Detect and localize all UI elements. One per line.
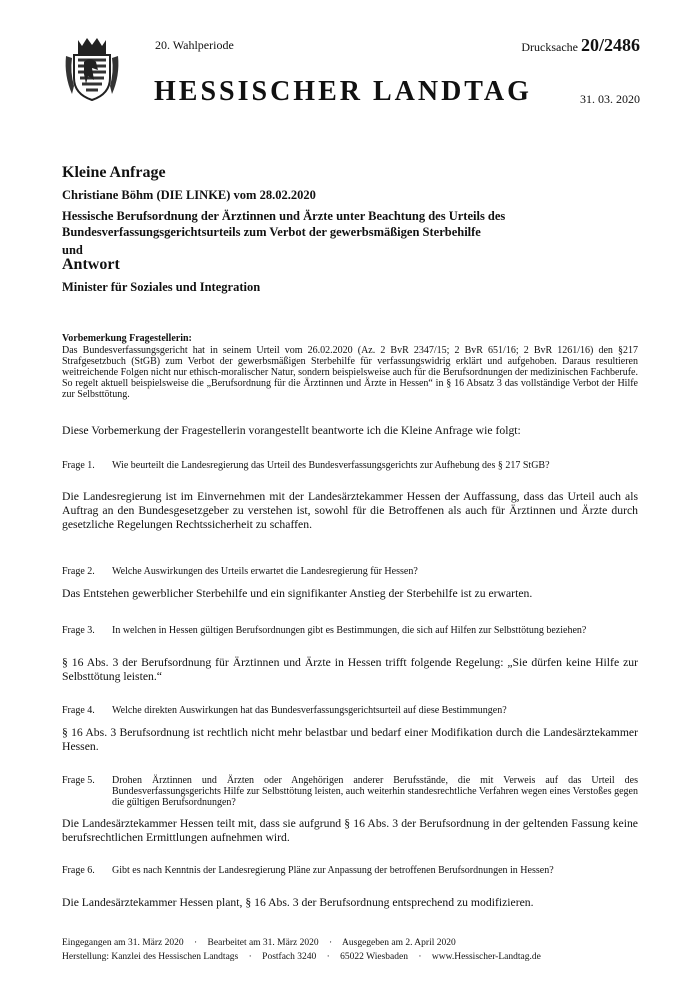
question-1 [62,460,638,471]
question-text: Drohen Ärztinnen und Ärzten oder Angehörigen anderer Berufsstände, die mit Verweis auf das Urteil des Bundesverfassungsgerichts Hilfe zur Selbsttötung leisten, auch weiterhin standesrechtliche Verfahren wegen eines Verstoßes gegen die gültigen Berufsordnungen? [112,775,638,808]
drucksache-number: 20/2486 [580,35,640,55]
question-label: Frage 3. [62,625,95,636]
footer-separator: · [326,952,330,962]
footer-eingegangen: Eingegangen am 31. März 2020 [62,938,184,948]
answer-2: Das Entstehen gewerblicher Sterbehilfe und ein signifikanter Anstieg der Sterbehilfe ist zu erwarten. [62,587,533,600]
question-text: Welche direkten Auswirkungen hat das Bundesverfassungsgerichtsurteil auf diese Bestimmungen? [112,705,507,716]
vorbemerkung-heading: Vorbemerkung Fragestellerin: [62,333,192,344]
drucksache-label: Drucksache [521,40,578,54]
hessen-coat-of-arms-logo [62,36,122,102]
question-text: Welche Auswirkungen des Urteils erwartet die Landesregierung für Hessen? [112,566,418,577]
question-label: Frage 5. [62,775,95,786]
author-line: Christiane Böhm (DIE LINKE) vom 28.02.2020 [62,188,316,202]
question-5 [62,775,638,808]
footer-separator: · [328,938,333,948]
footer-ort: 65022 Wiesbaden [340,952,408,962]
answer-6: Die Landesärztekammer Hessen plant, § 16 Abs. 3 der Berufsordnung entsprechend zu modifizieren. [62,896,534,909]
footer-bearbeitet: Bearbeitet am 31. März 2020 [207,938,319,948]
footer-ausgegeben: Ausgegeben am 2. April 2020 [342,938,456,948]
footer-dates [62,938,456,948]
answer-1: Die Landesregierung ist im Einvernehmen mit der Landesärztekammer Hessen der Auffassung, dass das Urteil auch als Auftrag an den Bundesgesetzgeber zu verstehen ist, sowohl für die Betroffenen als auch für Ärztinnen und Ärzte durch gesetzliche Regelungen Rechtssicherheit zu schaffen. [62,490,638,531]
question-label: Frage 4. [62,705,95,716]
question-6 [62,865,638,876]
document-date: 31. 03. 2020 [580,92,640,106]
question-text: In welchen in Hessen gültigen Berufsordnungen gibt es Bestimmungen, die sich auf Hilfen zur Selbsttötung beziehen? [112,625,587,636]
und-connector: und [62,243,83,257]
footer-publisher [62,952,541,962]
question-text: Gibt es nach Kenntnis der Landesregierung Pläne zur Anpassung der betroffenen Berufsordnungen in Hessen? [112,865,554,876]
parliament-title: HESSISCHER LANDTAG [154,76,532,107]
drucksache-reference [521,35,640,57]
question-2 [62,566,638,577]
document-type-heading: Kleine Anfrage [62,164,166,181]
minister-line: Minister für Soziales und Integration [62,280,261,294]
subject-heading: Hessische Berufsordnung der Ärztinnen und Ärzte unter Beachtung des Urteils des Bundesverfassungsgerichtsurteils zum Verbot der gewerbsmäßigen Sterbehilfe [62,209,506,239]
question-4 [62,705,638,716]
footer-separator: · [248,952,252,962]
question-label: Frage 1. [62,460,95,471]
footer-herstellung: Herstellung: Kanzlei des Hessischen Landtags [62,952,239,962]
footer-separator: · [418,952,422,962]
footer-separator: · [194,938,198,948]
antwort-heading: Antwort [62,256,120,273]
footer-postfach: Postfach 3240 [262,952,317,962]
intro-paragraph: Diese Vorbemerkung der Fragestellerin vorangestellt beantworte ich die Kleine Anfrage wie folgt: [62,424,521,437]
question-label: Frage 2. [62,566,95,577]
question-3 [62,625,638,636]
wahlperiode-label: 20. Wahlperiode [155,38,234,52]
vorbemerkung-text: Das Bundesverfassungsgericht hat in seinem Urteil vom 26.02.2020 (Az. 2 BvR 2347/15; 2 BvR 651/16; 2 BvR 1261/16) den §217 Strafgesetzbuch (StGB) zum Verbot der gewerbsmäßigen Sterbehilfe für verfassungswidrig erklärt und aufgehoben. Daraus resultieren weitreichende Folgen nicht nur ethisch-moralischer Natur, sondern beispielsweise auch für die Berufsordnungen der medizinischen Fachberufe. So regelt aktuell beispielsweise die „Berufsordnung für die Ärztinnen und Ärzte in Hessen“ in § 16 Absatz 3 das vollständige Verbot der Hilfe zur Selbsttötung. [62,345,638,400]
answer-5: Die Landesärztekammer Hessen teilt mit, dass sie aufgrund § 16 Abs. 3 der Berufsordnung in der geltenden Fassung keine berufsrechtlichen Ermittlungen aufnehmen wird. [62,817,638,844]
footer-website-link[interactable]: www.Hessischer-Landtag.de [431,952,541,962]
answer-4: § 16 Abs. 3 Berufsordnung ist rechtlich nicht mehr belastbar und bedarf einer Modifikation durch die Landesärztekammer Hessen. [62,726,638,753]
question-label: Frage 6. [62,865,95,876]
question-text: Wie beurteilt die Landesregierung das Urteil des Bundesverfassungsgerichts zur Aufhebung des § 217 StGB? [112,460,550,471]
answer-3: § 16 Abs. 3 der Berufsordnung für Ärztinnen und Ärzte in Hessen trifft folgende Regelung: „Sie dürfen keine Hilfe zur Selbsttötung leisten.“ [62,656,638,683]
